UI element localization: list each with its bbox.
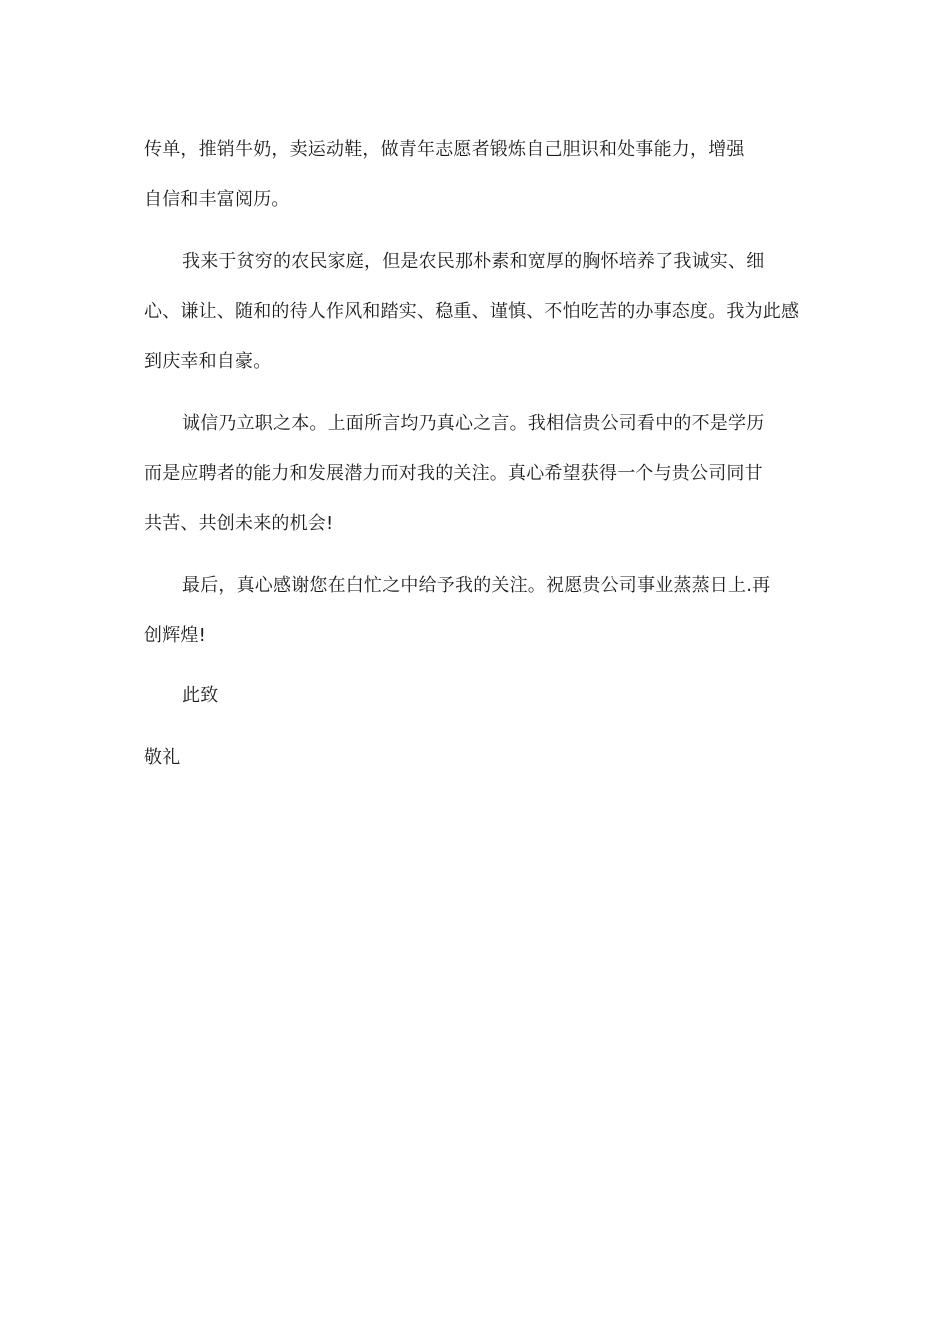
paragraph-2-line-2: 心、谦让、随和的待人作风和踏实、稳重、谨慎、不怕吃苦的办事态度。我为此感 xyxy=(144,301,800,322)
paragraph-3-line-1: 诚信乃立职之本。上面所言均乃真心之言。我相信贵公司看中的不是学历 xyxy=(182,413,765,434)
paragraph-1-line-1: 传单，推销牛奶，卖运动鞋，做青年志愿者锻炼自己胆识和处事能力，增强 xyxy=(144,139,745,160)
paragraph-4-line-2: 创辉煌! xyxy=(144,625,207,646)
paragraph-3-line-2: 而是应聘者的能力和发展潜力而对我的关注。真心希望获得一个与贵公司同甘 xyxy=(144,463,763,484)
paragraph-3-line-3: 共苦、共创未来的机会! xyxy=(144,513,334,534)
paragraph-2-line-1: 我来于贫穷的农民家庭，但是农民那朴素和宽厚的胸怀培养了我诚实、细 xyxy=(182,251,765,272)
paragraph-1-line-2: 自信和丰富阅历。 xyxy=(144,189,290,210)
closing-regards: 敬礼 xyxy=(144,747,181,768)
closing-salutation: 此致 xyxy=(182,685,219,706)
paragraph-4-line-1: 最后，真心感谢您在白忙之中给予我的关注。祝愿贵公司事业蒸蒸日上.再 xyxy=(182,575,771,596)
paragraph-2-line-3: 到庆幸和自豪。 xyxy=(144,351,272,372)
